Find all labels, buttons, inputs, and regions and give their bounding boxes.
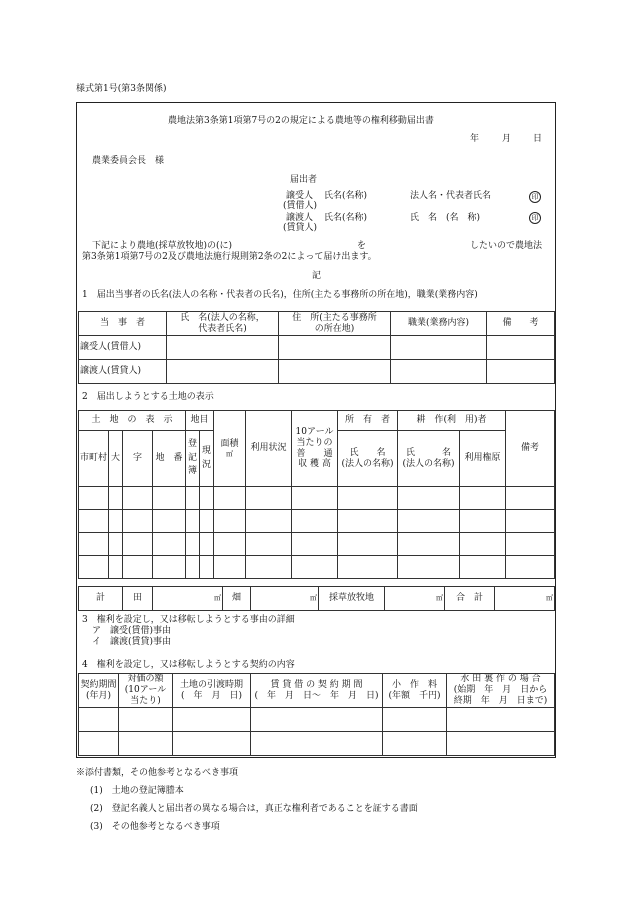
date-month: 月 [502, 134, 512, 144]
transferor-role: 譲渡人 [286, 213, 314, 223]
total-field-label: 田 [123, 587, 153, 611]
notifier-label: 届出者 [290, 175, 318, 185]
th-lease-period: 賃 貸 借 の 契 約 期 間 ( 年 月 日〜 年 月 日) [251, 674, 383, 708]
th-municipality: 市町村 [79, 431, 109, 487]
section3-heading: 3 権利を設定し，又は移転しようとする事由の詳細 [82, 615, 295, 625]
cell-blank[interactable] [279, 336, 391, 360]
th-contract-period: 契約期間 (年月) [79, 674, 119, 708]
section2-heading: 2 届出しようとする土地の表示 [82, 392, 214, 402]
th-usage: 利用状況 [246, 411, 292, 487]
land-table [78, 410, 555, 579]
section3-a: ア 譲受(賃借)事由 [92, 626, 172, 636]
table-row [79, 533, 555, 556]
attachment-item: (2) 登記名義人と届出者の異なる場合は，真正な権利者であることを証する書面 [90, 804, 418, 814]
total-field-unit: ㎡ [153, 587, 223, 611]
transferor-name-label: 氏名(名称) [324, 213, 368, 223]
th-paddy: 水 田 裏 作 の 場 合 (始期 年 月 日から 終期 年 月 日まで) [447, 674, 555, 708]
transferor-rep-label: 氏 名 (名 称) [410, 213, 481, 223]
th-delivery: 土地の引渡時期 ( 年 月 日) [173, 674, 251, 708]
cell-blank[interactable] [391, 360, 487, 384]
th-cult-name: 氏 名 (法人の名称) [398, 431, 460, 487]
transferee-name-label: 氏名(名称) [324, 191, 368, 201]
total-upland-label: 畑 [223, 587, 251, 611]
transferor-seal: 印 [529, 212, 541, 224]
total-row [78, 586, 555, 611]
transferee-rep-label: 法人名・代表者氏名 [410, 191, 492, 201]
th-registry: 登記簿 [186, 431, 200, 487]
th-cultivator: 耕 作(利 用)者 [398, 411, 506, 431]
th-owner: 所 有 者 [338, 411, 398, 431]
th-address: 住 所(主たる事務所 の所在地) [279, 312, 391, 336]
row-label-transferor: 譲渡人(賃貸人) [79, 360, 167, 384]
table-row [79, 556, 555, 579]
cell-blank[interactable] [487, 360, 555, 384]
attachment-item: (1) 土地の登記簿謄本 [90, 786, 184, 796]
th-rent: 小 作 料 (年額 千円) [383, 674, 447, 708]
table-row [79, 487, 555, 510]
attachments-heading: ※添付書類，その他参考となるべき事項 [76, 768, 239, 778]
total-sum-unit: ㎡ [495, 587, 555, 611]
table-row [79, 708, 555, 732]
th-yield: 10アール 当たりの 普 通 収 穫 高 [292, 411, 338, 487]
table-row [79, 732, 555, 756]
attachment-item: (3) その他参考となるべき事項 [90, 822, 220, 832]
th-chimoku: 地目 [186, 411, 214, 431]
form-title: 農地法第3条第1項第7号の2の規定による農地等の権利移動届出書 [168, 116, 434, 126]
intro-line1-c: したいので農地法 [470, 241, 543, 251]
th-party: 当 事 者 [79, 312, 167, 336]
ki-marker: 記 [312, 271, 322, 281]
th-price: 対価の額 (10アール 当たり) [119, 674, 173, 708]
th-occupation: 職業(業務内容) [391, 312, 487, 336]
th-right: 利用権原 [460, 431, 506, 487]
cell-blank[interactable] [167, 336, 279, 360]
th-remarks: 備考 [506, 411, 555, 487]
total-label: 計 [79, 587, 123, 611]
th-remarks: 備 考 [487, 312, 555, 336]
parties-table [78, 311, 555, 384]
th-area: 面積 ㎡ [214, 411, 246, 487]
table-row [79, 360, 555, 384]
date-year: 年 [470, 134, 480, 144]
cell-blank[interactable] [167, 360, 279, 384]
th-oaza: 大 [109, 431, 123, 487]
th-aza: 字 [123, 431, 153, 487]
date-day: 日 [533, 134, 543, 144]
intro-line2: 第3条第1項第7号の2及び農地法施行規則第2条の2によって届け出ます。 [82, 252, 377, 262]
intro-line1-a: 下記により農地(採草放牧地)の(に) [92, 241, 233, 251]
th-current: 現況 [200, 431, 214, 487]
total-pasture-unit: ㎡ [385, 587, 445, 611]
cell-blank[interactable] [487, 336, 555, 360]
table-row [79, 510, 555, 533]
th-owner-name: 氏 名 (法人の名称) [338, 431, 398, 487]
row-label-transferee: 譲受人(賃借人) [79, 336, 167, 360]
transferee-seal: 印 [529, 191, 541, 203]
transferor-role-sub: (賃貸人) [283, 223, 318, 233]
contract-table [78, 673, 555, 756]
cell-blank[interactable] [279, 360, 391, 384]
transferee-role: 譲受人 [286, 191, 314, 201]
section4-heading: 4 権利を設定し，又は移転しようとする契約の内容 [82, 660, 295, 670]
th-land: 土 地 の 表 示 [79, 411, 186, 431]
total-upland-unit: ㎡ [251, 587, 319, 611]
section3-b: イ 譲渡(賃貸)事由 [92, 637, 172, 647]
total-pasture-label: 採草放牧地 [319, 587, 385, 611]
cell-blank[interactable] [391, 336, 487, 360]
addressee: 農業委員会長 様 [92, 156, 165, 166]
th-name: 氏 名(法人の名称， 代表者氏名) [167, 312, 279, 336]
section1-heading: 1 届出当事者の氏名(法人の名称・代表者の氏名)，住所(主たる事務所の所在地)，職業(業務内容) [82, 290, 478, 300]
total-sum-label: 合 計 [445, 587, 495, 611]
form-number: 様式第1号(第3条関係) [76, 84, 167, 94]
transferee-role-sub: (賃借人) [283, 201, 318, 211]
th-lot: 地 番 [153, 431, 186, 487]
intro-line1-b: を [357, 241, 367, 251]
table-row [79, 336, 555, 360]
